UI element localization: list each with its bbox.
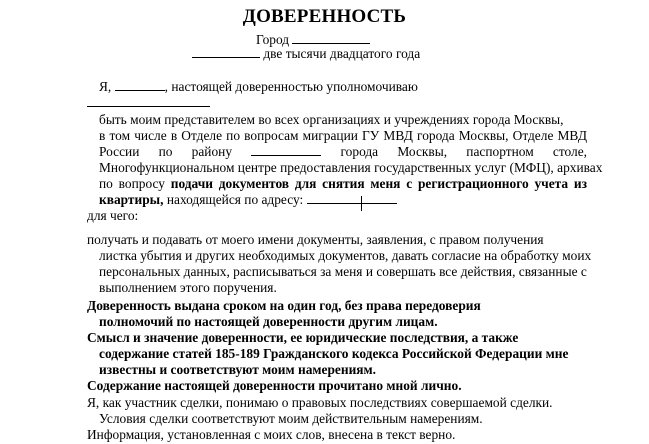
address-blank[interactable] (307, 192, 397, 204)
date-text: две тысячи двадцатого года (263, 46, 421, 61)
p1-line-3a: России по району (99, 144, 233, 159)
p4-line-2: содержание статей 185-189 Гражданского кодекса Российской Федерации мне (99, 346, 569, 361)
intro-line (99, 79, 418, 94)
p6-line-2: Условия сделки соответствуют моим действительным намерениям. (99, 411, 483, 426)
p1-line-6a: квартиры, (99, 192, 164, 207)
p3-line-1: Доверенность выдана сроком на один год, без права передоверия (87, 298, 481, 313)
p4-line-1: Смысл и значение доверенности, ее юридические последствия, а также (87, 330, 519, 345)
text-cursor (361, 196, 362, 211)
p1-line-3b: города Москвы, паспортном столе, (340, 144, 587, 159)
p3-line-2: полномочий по настоящей доверенности другим лицам. (99, 314, 438, 329)
representative-line (87, 95, 210, 110)
date-blank[interactable] (192, 46, 260, 58)
p6-line-1: Я, как участник сделки, понимаю о правовых последствиях совершаемой сделки. (87, 395, 553, 410)
p1-line-7: для чего: (87, 208, 139, 223)
p1-line-1: быть моим представителем во всех организациях и учреждениях города Москвы, (99, 112, 564, 127)
p7-line-1: Информация, установленная с моих слов, внесена в текст верно. (87, 427, 456, 442)
p1-line-5b: подачи документов для снятия меня с регистрационного учета из (170, 176, 587, 191)
p1-line-4: Многофункциональном центре предоставления государственных услуг (МФЦ), архивах (99, 160, 603, 175)
p2-line-4: выполнением этого поручения. (99, 280, 277, 295)
district-blank[interactable] (251, 144, 321, 156)
p1-line-3 (99, 144, 587, 159)
intro-text-a: Я, (99, 79, 112, 94)
document-title: ДОВЕРЕННОСТЬ (242, 6, 407, 27)
city-label: Город (256, 32, 290, 47)
p2-line-3: персональных данных, расписываться за меня и совершать все действия, связанные с (99, 264, 587, 279)
intro-text-b: , настоящей доверенностью уполномочиваю (164, 79, 418, 94)
p2-line-1: получать и подавать от моего имени документы, заявления, с правом получения (87, 232, 544, 247)
p1-line-6b: находящейся по адресу: (166, 192, 304, 207)
principal-name-blank[interactable] (115, 79, 165, 91)
p4-line-3: известны и соответствуют моим намерениям. (99, 362, 376, 377)
p5-line-1: Содержание настоящей доверенности прочитано мной лично. (87, 378, 462, 393)
p1-line-6 (99, 192, 397, 207)
city-line (256, 32, 370, 47)
representative-name-blank[interactable] (87, 95, 210, 107)
city-blank[interactable] (292, 32, 370, 44)
p1-line-2: в том числе в Отделе по вопросам миграции ГУ МВД города Москвы, Отделе МВД (99, 128, 587, 143)
p1-line-5 (99, 176, 587, 191)
p1-line-5a: по вопросу (99, 176, 165, 191)
p2-line-2: листка убытия и других необходимых документов, давать согласие на обработку моих (99, 248, 592, 263)
date-line (192, 46, 420, 61)
